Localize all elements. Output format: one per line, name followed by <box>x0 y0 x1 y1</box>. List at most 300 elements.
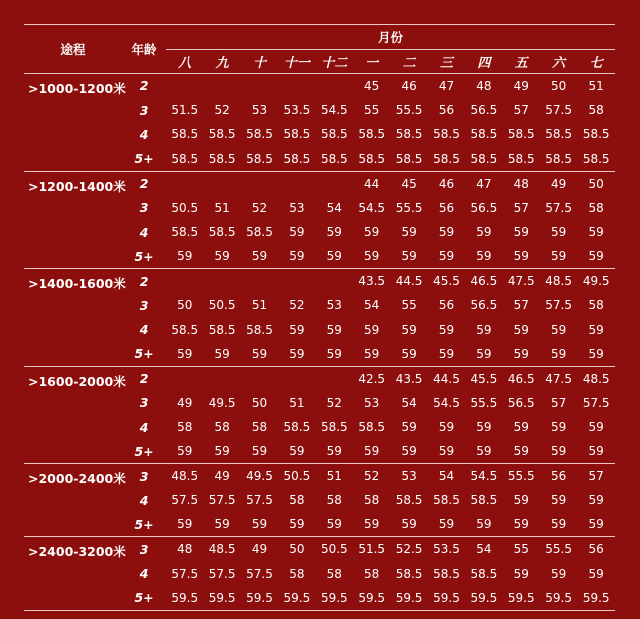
weight-cell: 58.5 <box>283 420 311 435</box>
weight-cell: 55.5 <box>395 103 423 118</box>
weight-cell: 59 <box>401 249 417 264</box>
weight-cell: 59 <box>177 444 193 459</box>
weight-cell: 58.5 <box>208 322 236 337</box>
age-label: 2 <box>122 366 166 390</box>
weight-cell <box>166 269 203 293</box>
weight-cell: 58 <box>177 420 193 435</box>
weight-cell: 51.5 <box>171 103 199 118</box>
table-row <box>24 171 615 195</box>
weight-cell: 58.5 <box>171 127 199 142</box>
weight-cell: 57.5 <box>246 493 273 508</box>
weight-cell: 54 <box>364 298 380 313</box>
weight-cell: 59.5 <box>503 586 540 610</box>
weight-cell <box>203 269 240 293</box>
weight-cell: 54.5 <box>433 395 460 410</box>
weight-cell: 47 <box>428 74 465 98</box>
weight-cell: 59 <box>251 249 268 264</box>
weight-cell: 59 <box>438 225 455 240</box>
weight-cell: 50 <box>251 395 268 410</box>
age-label: 3 <box>122 537 166 561</box>
weight-cell <box>316 171 353 195</box>
weight-cell: 50 <box>540 74 577 98</box>
age-label: 5+ <box>122 586 166 610</box>
weight-cell: 58.5 <box>283 127 311 142</box>
weight-cell: 58.5 <box>433 566 460 581</box>
weight-cell: 59 <box>364 517 380 532</box>
weight-cell: 49.5 <box>241 464 278 488</box>
age-label: 5+ <box>134 151 154 167</box>
age-label: 2 <box>122 74 166 98</box>
weight-cell: 52 <box>353 464 390 488</box>
route-label: >1200-1400米 <box>24 171 122 269</box>
age-label: 3 <box>139 200 149 216</box>
weight-cell: 59 <box>588 322 604 337</box>
weight-cell: 58.5 <box>208 151 236 166</box>
month-header-cell: 二 <box>390 50 427 74</box>
weight-cell: 55.5 <box>395 200 423 215</box>
weight-cell: 59 <box>513 249 529 264</box>
weight-cell: 49 <box>503 74 540 98</box>
weight-cell: 58.5 <box>395 493 423 508</box>
weight-cell: 55 <box>401 298 417 313</box>
weight-cell: 59 <box>588 346 604 361</box>
month-header-cell: 十一 <box>278 50 315 74</box>
weight-cell <box>278 366 315 390</box>
weight-cell <box>203 171 240 195</box>
route-label: >1600-2000米 <box>24 366 122 464</box>
weight-cell: 46.5 <box>503 366 540 390</box>
weight-cell: 59 <box>401 420 417 435</box>
weight-cell: 48 <box>503 171 540 195</box>
route-label: >1000-1200米 <box>24 74 122 172</box>
weight-cell: 52 <box>251 200 268 215</box>
weight-cell: 59 <box>513 517 529 532</box>
weight-cell: 59 <box>401 225 417 240</box>
weight-cell: 47.5 <box>540 366 577 390</box>
weight-cell: 59 <box>476 346 492 361</box>
weight-cell: 59 <box>214 444 230 459</box>
route-label: >2400-3200米 <box>24 537 122 610</box>
month-header-cell: 六 <box>540 50 577 74</box>
weight-cell: 59 <box>401 517 417 532</box>
age-label: 3 <box>139 102 149 118</box>
weight-cell: 58 <box>364 566 380 581</box>
weight-cell: 49 <box>241 537 278 561</box>
weight-cell: 59 <box>364 322 380 337</box>
weight-cell: 59 <box>438 249 455 264</box>
weight-cell <box>278 171 315 195</box>
weight-cell: 58.5 <box>320 151 348 166</box>
weight-cell: 57 <box>551 395 567 410</box>
table-row <box>24 537 615 561</box>
weight-cell: 59 <box>588 420 604 435</box>
weight-cell <box>316 74 353 98</box>
weight-cell: 58.5 <box>545 127 572 142</box>
weight-cell: 58.5 <box>433 151 460 166</box>
weight-cell: 56.5 <box>470 103 498 118</box>
weight-cell: 59 <box>438 420 455 435</box>
weight-cell: 57.5 <box>246 566 273 581</box>
age-label: 4 <box>139 492 149 508</box>
weight-cell <box>241 269 278 293</box>
weight-cell: 58.5 <box>507 151 535 166</box>
weight-cell: 57.5 <box>545 103 572 118</box>
age-label: 4 <box>139 566 149 581</box>
weight-cell: 59 <box>588 517 604 532</box>
weight-cell: 58 <box>588 298 604 313</box>
table-row <box>24 464 615 488</box>
weight-cell: 59 <box>588 566 604 581</box>
weight-cell: 59 <box>214 517 230 532</box>
weight-cell: 51 <box>214 200 230 215</box>
weight-cell: 43.5 <box>390 366 427 390</box>
weight-cell: 58.5 <box>171 322 199 337</box>
weight-cell: 55.5 <box>470 395 498 410</box>
weight-cell: 58.5 <box>358 151 386 166</box>
weight-cell <box>166 171 203 195</box>
weight-cell: 59 <box>251 444 268 459</box>
weight-cell: 58.5 <box>283 151 311 166</box>
weight-cell: 51 <box>289 395 305 410</box>
weight-cell <box>241 74 278 98</box>
weight-cell: 43.5 <box>353 269 390 293</box>
weight-cell: 59 <box>401 444 417 459</box>
weight-cell: 59 <box>513 322 529 337</box>
weight-cell: 58.5 <box>470 127 498 142</box>
weight-cell: 56.5 <box>507 395 535 410</box>
weight-cell: 58.5 <box>433 493 460 508</box>
weight-cell: 58.5 <box>208 225 236 240</box>
weight-cell: 59 <box>551 566 567 581</box>
weight-cell: 59 <box>214 249 230 264</box>
weight-cell: 59.5 <box>316 586 353 610</box>
weight-cell: 59 <box>551 420 567 435</box>
weight-cell: 50 <box>577 171 615 195</box>
weight-cell: 51.5 <box>353 537 390 561</box>
weight-cell: 59.5 <box>166 586 203 610</box>
weight-cell: 59 <box>551 444 567 459</box>
weight-cell: 59 <box>513 420 529 435</box>
weight-cell: 47 <box>465 171 502 195</box>
weight-cell: 59 <box>364 444 380 459</box>
weight-cell: 48.5 <box>203 537 240 561</box>
weight-cell: 54 <box>326 200 342 215</box>
weight-cell: 59 <box>588 493 604 508</box>
weight-cell: 51 <box>316 464 353 488</box>
weight-cell: 59 <box>513 225 529 240</box>
weight-cell: 53 <box>289 200 305 215</box>
weight-cell: 59 <box>364 225 380 240</box>
weight-cell: 59.5 <box>278 586 315 610</box>
weight-cell: 54.5 <box>465 464 502 488</box>
weight-cell: 58 <box>251 420 268 435</box>
weight-cell: 59 <box>289 346 305 361</box>
table-row <box>24 269 615 293</box>
age-label: 3 <box>139 297 149 313</box>
weight-cell: 59 <box>551 249 567 264</box>
month-header-cell: 三 <box>428 50 465 74</box>
weight-cell: 58 <box>588 103 604 118</box>
weight-cell: 54 <box>428 464 465 488</box>
weight-cell: 55 <box>503 537 540 561</box>
weight-cell: 56.5 <box>470 200 498 215</box>
weight-cell <box>278 74 315 98</box>
weight-cell: 58.5 <box>246 225 273 240</box>
weight-table <box>24 24 615 611</box>
weight-table-container <box>24 24 615 611</box>
weight-cell: 57.5 <box>545 200 572 215</box>
weight-cell: 57.5 <box>171 566 199 581</box>
weight-cell: 58.5 <box>582 127 610 142</box>
weight-cell: 46 <box>390 74 427 98</box>
month-header-cell: 五 <box>503 50 540 74</box>
weight-cell: 58 <box>289 493 305 508</box>
weight-cell: 59 <box>326 517 342 532</box>
weight-cell: 47.5 <box>503 269 540 293</box>
weight-cell: 56 <box>438 103 455 118</box>
age-label: 4 <box>139 419 149 435</box>
weight-cell: 59 <box>177 346 193 361</box>
age-label: 3 <box>139 395 149 411</box>
weight-cell: 59 <box>326 322 342 337</box>
table-row <box>24 366 615 390</box>
weight-cell: 58.5 <box>582 151 610 166</box>
weight-cell: 59 <box>401 322 417 337</box>
age-label: 5+ <box>134 443 154 459</box>
weight-cell: 49 <box>177 395 193 410</box>
weight-cell: 59 <box>251 517 268 532</box>
weight-cell: 58.5 <box>470 566 498 581</box>
weight-cell: 58.5 <box>395 566 423 581</box>
weight-cell: 53.5 <box>283 103 311 118</box>
weight-cell: 59 <box>438 444 455 459</box>
age-label: 2 <box>122 171 166 195</box>
month-header-cell: 十二 <box>316 50 353 74</box>
weight-cell: 52.5 <box>390 537 427 561</box>
weight-cell: 59.5 <box>465 586 502 610</box>
weight-cell: 56 <box>438 298 455 313</box>
weight-cell: 48.5 <box>577 366 615 390</box>
weight-cell: 59 <box>364 346 380 361</box>
month-header-cell: 十 <box>241 50 278 74</box>
weight-cell: 59 <box>438 322 455 337</box>
weight-cell: 59 <box>476 444 492 459</box>
weight-cell: 54.5 <box>320 103 348 118</box>
weight-cell: 48 <box>465 74 502 98</box>
weight-cell: 58.5 <box>358 420 386 435</box>
route-label: >2000-2400米 <box>24 464 122 537</box>
weight-cell: 55.5 <box>503 464 540 488</box>
weight-cell: 59 <box>326 444 342 459</box>
weight-cell: 58.5 <box>208 127 236 142</box>
weight-cell: 50 <box>177 298 193 313</box>
route-label: >1400-1600米 <box>24 269 122 367</box>
weight-cell: 58.5 <box>470 493 498 508</box>
weight-cell: 59 <box>551 517 567 532</box>
age-header: 年龄 <box>131 42 157 57</box>
weight-cell: 46.5 <box>465 269 502 293</box>
weight-cell <box>203 74 240 98</box>
weight-cell: 59 <box>476 517 492 532</box>
weight-cell: 59 <box>364 249 380 264</box>
weight-cell <box>316 366 353 390</box>
month-header-cell: 四 <box>465 50 502 74</box>
weight-cell: 58.5 <box>395 127 423 142</box>
age-label: 5+ <box>134 516 154 532</box>
weight-cell: 53 <box>251 103 268 118</box>
weight-cell: 42.5 <box>353 366 390 390</box>
weight-cell: 57.5 <box>171 493 199 508</box>
weight-cell: 50.5 <box>171 200 199 215</box>
weight-cell: 44 <box>353 171 390 195</box>
weight-cell: 59 <box>476 420 492 435</box>
age-label: 5+ <box>134 248 154 264</box>
weight-cell: 59 <box>251 346 268 361</box>
weight-cell: 58 <box>214 420 230 435</box>
weight-cell: 59 <box>513 493 529 508</box>
weight-cell: 52 <box>214 103 230 118</box>
table-body <box>24 74 615 611</box>
weight-cell: 58 <box>588 200 604 215</box>
weight-cell: 58.5 <box>171 151 199 166</box>
weight-cell: 59.5 <box>428 586 465 610</box>
weight-cell: 58.5 <box>246 151 273 166</box>
age-label: 4 <box>139 126 149 142</box>
weight-cell: 58.5 <box>433 127 460 142</box>
weight-cell: 45 <box>353 74 390 98</box>
weight-cell: 59 <box>326 225 342 240</box>
weight-cell: 59 <box>476 249 492 264</box>
weight-cell: 57.5 <box>545 298 572 313</box>
weight-cell: 58.5 <box>246 322 273 337</box>
weight-cell: 59 <box>513 444 529 459</box>
weight-cell: 56 <box>438 200 455 215</box>
weight-cell: 50.5 <box>316 537 353 561</box>
weight-cell: 46 <box>428 171 465 195</box>
weight-cell: 57 <box>513 103 529 118</box>
weight-cell: 44.5 <box>428 366 465 390</box>
weight-cell: 57 <box>577 464 615 488</box>
weight-cell: 59.5 <box>540 586 577 610</box>
age-label: 2 <box>122 269 166 293</box>
weight-cell: 58.5 <box>470 151 498 166</box>
weight-cell: 59.5 <box>390 586 427 610</box>
weight-cell: 45.5 <box>428 269 465 293</box>
weight-cell: 59 <box>177 249 193 264</box>
weight-cell: 58 <box>289 566 305 581</box>
weight-cell: 52 <box>289 298 305 313</box>
age-label: 4 <box>139 224 149 240</box>
weight-cell: 59 <box>476 225 492 240</box>
month-header-cell: 九 <box>203 50 240 74</box>
weight-cell: 56.5 <box>470 298 498 313</box>
weight-cell: 59.5 <box>353 586 390 610</box>
weight-cell: 52 <box>326 395 342 410</box>
weight-cell: 54 <box>465 537 502 561</box>
weight-cell: 58.5 <box>246 127 273 142</box>
route-header: 途程 <box>60 42 86 57</box>
month-header-cell: 八 <box>166 50 203 74</box>
weight-cell <box>166 74 203 98</box>
weight-cell: 57 <box>513 200 529 215</box>
weight-cell: 59 <box>401 346 417 361</box>
weight-cell: 59 <box>326 249 342 264</box>
weight-cell: 50.5 <box>278 464 315 488</box>
weight-cell: 49 <box>203 464 240 488</box>
weight-cell: 53 <box>390 464 427 488</box>
weight-cell: 58.5 <box>171 225 199 240</box>
weight-cell: 45 <box>390 171 427 195</box>
weight-cell: 59 <box>214 346 230 361</box>
weight-cell: 57 <box>513 298 529 313</box>
weight-cell: 54.5 <box>358 200 386 215</box>
weight-cell: 59 <box>326 346 342 361</box>
weight-cell: 59 <box>289 322 305 337</box>
weight-cell <box>241 366 278 390</box>
weight-cell: 53 <box>326 298 342 313</box>
table-row <box>24 74 615 98</box>
age-label: 5+ <box>134 346 154 362</box>
weight-cell <box>166 366 203 390</box>
weight-cell: 59 <box>177 517 193 532</box>
weight-cell: 56 <box>540 464 577 488</box>
weight-cell: 59.5 <box>203 586 240 610</box>
weight-cell: 44.5 <box>390 269 427 293</box>
month-header-cell: 七 <box>577 50 615 74</box>
weight-cell: 57.5 <box>208 493 236 508</box>
weight-cell: 59 <box>438 346 455 361</box>
weight-cell: 58.5 <box>358 127 386 142</box>
age-label: 3 <box>122 464 166 488</box>
weight-cell: 59 <box>289 225 305 240</box>
weight-cell <box>203 366 240 390</box>
month-header-cell: 一 <box>353 50 390 74</box>
weight-cell <box>316 269 353 293</box>
weight-cell: 59 <box>289 517 305 532</box>
weight-cell: 59 <box>476 322 492 337</box>
weight-cell: 56 <box>577 537 615 561</box>
weight-cell: 48.5 <box>540 269 577 293</box>
weight-cell: 59 <box>513 566 529 581</box>
weight-cell: 45.5 <box>465 366 502 390</box>
weight-cell: 53.5 <box>428 537 465 561</box>
weight-cell: 58 <box>326 493 342 508</box>
header-row-1 <box>24 25 615 50</box>
weight-cell: 51 <box>251 298 268 313</box>
weight-cell: 59 <box>289 249 305 264</box>
weight-cell: 59 <box>588 249 604 264</box>
weight-cell: 53 <box>364 395 380 410</box>
weight-cell: 59.5 <box>241 586 278 610</box>
weight-cell: 49.5 <box>208 395 236 410</box>
weight-cell: 58.5 <box>395 151 423 166</box>
weight-cell: 58 <box>364 493 380 508</box>
weight-cell: 59 <box>551 346 567 361</box>
weight-cell <box>241 171 278 195</box>
weight-cell: 59 <box>289 444 305 459</box>
weight-cell: 59.5 <box>577 586 615 610</box>
weight-cell: 59 <box>588 444 604 459</box>
month-header: 月份 <box>378 30 404 45</box>
weight-cell: 59 <box>551 322 567 337</box>
weight-cell: 51 <box>577 74 615 98</box>
weight-cell: 58 <box>326 566 342 581</box>
weight-cell: 55 <box>364 103 380 118</box>
weight-cell: 58.5 <box>507 127 535 142</box>
weight-cell: 59 <box>513 346 529 361</box>
weight-cell: 58.5 <box>320 127 348 142</box>
weight-cell: 57.5 <box>582 395 610 410</box>
